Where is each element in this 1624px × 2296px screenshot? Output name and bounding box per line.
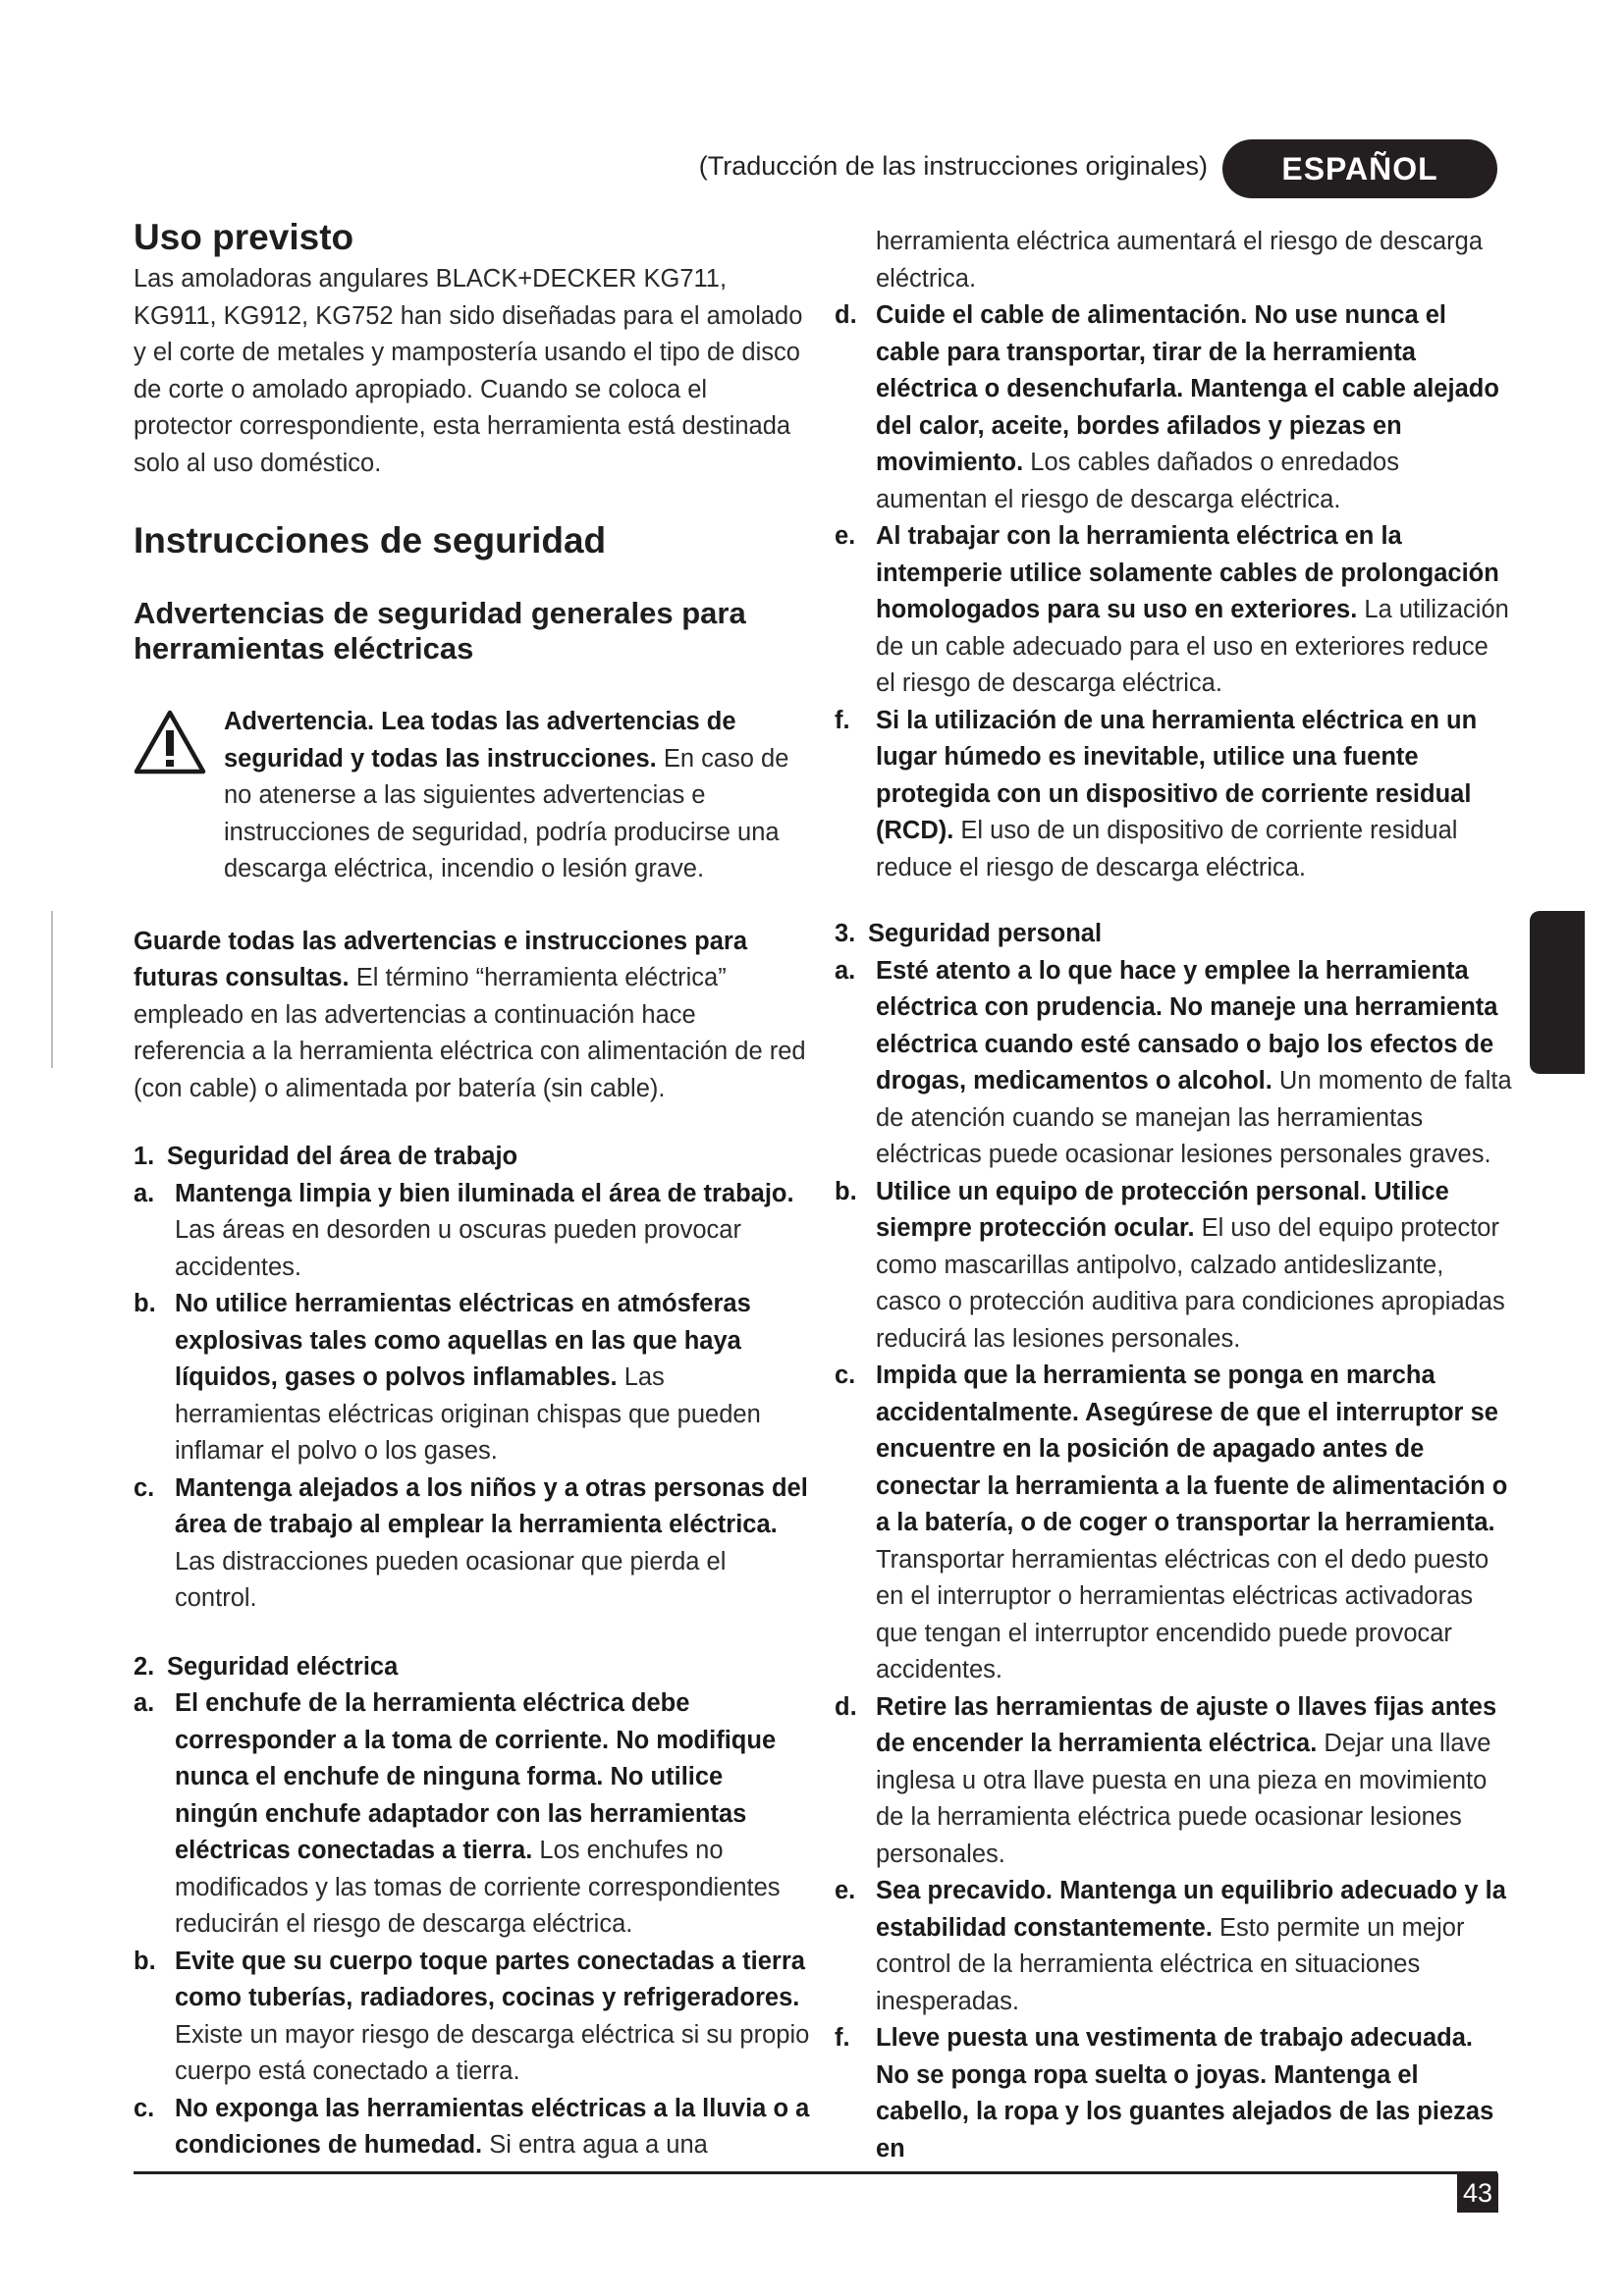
- item-3a: [835, 953, 1512, 1174]
- item-3c: [835, 1358, 1512, 1689]
- item-2f-letter: f.: [835, 706, 850, 734]
- item-1c-letter: c.: [134, 1473, 155, 1502]
- item-1c: [134, 1470, 811, 1618]
- item-2b: [134, 1944, 811, 2091]
- footer-rule: [134, 2171, 1497, 2174]
- item-2c-letter: c.: [134, 2094, 155, 2122]
- item-2d: [835, 297, 1512, 518]
- margin-mark: [51, 911, 53, 1068]
- item-3c-bold: Impida que la herramienta se ponga en marcha accidentalmente. Asegúrese de que el interruptor se encuentre en la posición de apagado antes de conectar la herramienta a la fuente de alimentación o a la batería, o de coger o transportar la herramienta.: [876, 1362, 1508, 1536]
- item-2d-letter: d.: [835, 301, 857, 329]
- uso-previsto-text: Las amoladoras angulares BLACK+DECKER KG711, KG911, KG912, KG752 han sido diseñadas para el amolado y el corte de metales y mampostería usando el tipo de disco de corte o amolado apropiado. Cuando se coloca el protector correspondiente, esta herramienta está destinada solo al uso doméstico.: [134, 265, 803, 477]
- item-3d: [835, 1689, 1512, 1874]
- item-3e: [835, 1873, 1512, 2020]
- item-2e: [835, 518, 1512, 703]
- guarde-paragraph: [134, 924, 811, 1108]
- item-3b-bold: Utilice un equipo de protección personal. Utilice siempre protección ocular.: [876, 1177, 1449, 1242]
- warning-block: [134, 704, 811, 888]
- section-1-number: 1.: [134, 1143, 155, 1170]
- language-badge: ESPAÑOL: [1222, 139, 1497, 198]
- item-1b-bold: No utilice herramientas eléctricas en atmósferas explosivas tales como aquellas en las que haya líquidos, gases o polvos inflamables.: [175, 1290, 751, 1391]
- right-column: [835, 224, 1512, 2167]
- safety-heading: Instrucciones de seguridad: [134, 520, 607, 561]
- item-1a-letter: a.: [134, 1179, 155, 1207]
- item-2e-bold: Al trabajar con la herramienta eléctrica en la intemperie utilice solamente cables de prolongación homologados para su uso en exteriores.: [876, 522, 1499, 623]
- uso-previsto-heading: Uso previsto: [134, 217, 354, 257]
- item-2d-bold: Cuide el cable de alimentación. No use nunca el cable para transportar, tirar de la herramienta eléctrica o desenchufarla. Mantenga el cable alejado del calor, aceite, bordes afilados y piezas en movimiento.: [876, 301, 1499, 476]
- section-3-number: 3.: [835, 920, 856, 947]
- item-3a-text: Un momento de falta de atención cuando se manejan las herramientas eléctricas puede ocasionar lesiones personales graves.: [876, 1067, 1512, 1168]
- translation-note: (Traducción de las instrucciones originales): [698, 151, 1208, 181]
- item-2c-continuation: herramienta eléctrica aumentará el riesgo de descarga eléctrica.: [876, 228, 1484, 293]
- item-1a-text: Las áreas en desorden u oscuras pueden provocar accidentes.: [175, 1216, 741, 1281]
- item-3d-letter: d.: [835, 1692, 857, 1721]
- item-3d-bold: Retire las herramientas de ajuste o llaves fijas antes de encender la herramienta eléctrica.: [876, 1692, 1497, 1757]
- section-2-number: 2.: [134, 1652, 155, 1681]
- item-2d-text: Los cables dañados o enredados aumentan el riesgo de descarga eléctrica.: [876, 449, 1399, 513]
- item-1c-bold: Mantenga alejados a los niños y a otras personas del área de trabajo al emplear la herramienta eléctrica.: [175, 1473, 808, 1538]
- item-2b-bold: Evite que su cuerpo toque partes conectadas a tierra como tuberías, radiadores, cocinas y refrigeradores.: [175, 1947, 805, 2011]
- section-3-label: Seguridad personal: [868, 920, 1103, 947]
- section-2-label: Seguridad eléctrica: [167, 1652, 399, 1681]
- item-2a-bold: El enchufe de la herramienta eléctrica debe corresponder a la toma de corriente. No modifique nunca el enchufe de ninguna forma. No utilice ningún enchufe adaptador con las herramientas eléctricas conectadas a tierra.: [175, 1689, 777, 1864]
- warning-triangle-icon: [134, 710, 206, 774]
- item-3c-text: Transportar herramientas eléctricas con el dedo puesto en el interruptor o herramientas eléctricas activadoras que tengan el interruptor encendido puede provocar accidentes.: [876, 1545, 1489, 1683]
- item-3e-bold: Sea precavido. Mantenga un equilibrio adecuado y la estabilidad constantemente.: [876, 1877, 1506, 1942]
- left-column: [134, 216, 811, 2164]
- page-number: 43: [1457, 2173, 1498, 2213]
- item-1a: [134, 1176, 811, 1287]
- item-3b-letter: b.: [835, 1177, 857, 1205]
- item-2b-text: Existe un mayor riesgo de descarga eléctrica si su propio cuerpo está conectado a tierra.: [175, 2020, 810, 2085]
- item-1c-text: Las distracciones pueden ocasionar que pierda el control.: [175, 1547, 727, 1612]
- item-2a-letter: a.: [134, 1689, 155, 1717]
- warning-body: En caso de no atenerse a las siguientes advertencias e instrucciones de seguridad, podría producirse una descarga eléctrica, incendio o lesión grave.: [224, 744, 789, 882]
- warning-bold: Advertencia. Lea todas las advertencias de seguridad y todas las instrucciones.: [224, 708, 736, 773]
- item-2f-bold: Si la utilización de una herramienta eléctrica en un lugar húmedo es inevitable, utilice una fuente protegida con un dispositivo de corriente residual (RCD).: [876, 706, 1478, 844]
- item-1b: [134, 1286, 811, 1470]
- item-1b-letter: b.: [134, 1290, 156, 1317]
- item-2e-letter: e.: [835, 522, 856, 550]
- item-2a-text: Los enchufes no modificados y las tomas de corriente correspondientes reducirán el riesgo de descarga eléctrica.: [175, 1837, 781, 1938]
- item-2c: [134, 2091, 811, 2164]
- item-2c-bold: No exponga las herramientas eléctricas a la lluvia o a condiciones de humedad.: [175, 2094, 810, 2159]
- item-3d-text: Dejar una llave inglesa u otra llave puesta en una pieza en movimiento de la herramienta eléctrica puede ocasionar lesiones personales.: [876, 1730, 1491, 1868]
- item-3c-letter: c.: [835, 1362, 856, 1389]
- section-3-title: [835, 916, 1512, 953]
- item-3a-letter: a.: [835, 956, 856, 985]
- item-3b-text: El uso del equipo protector como mascarillas antipolvo, calzado antideslizante, casco o protección auditiva para condiciones apropiadas reducirá las lesiones personales.: [876, 1214, 1505, 1353]
- item-2f: [835, 703, 1512, 887]
- item-2b-letter: b.: [134, 1947, 156, 1975]
- item-3f: [835, 2020, 1512, 2167]
- item-1b-text: Las herramientas eléctricas originan chispas que pueden inflamar el polvo o los gases.: [175, 1363, 761, 1465]
- item-3f-bold: Lleve puesta una vestimenta de trabajo adecuada. No se ponga ropa suelta o joyas. Mantenga el cabello, la ropa y los guantes alejados de las piezas en: [876, 2024, 1494, 2163]
- item-3a-bold: Esté atento a lo que hace y emplee la herramienta eléctrica con prudencia. No maneje una herramienta eléctrica cuando esté cansado o bajo los efectos de drogas, medicamentos o alcohol.: [876, 956, 1498, 1095]
- guarde-body: El término “herramienta eléctrica” empleado en las advertencias a continuación hace referencia a la herramienta eléctrica con alimentación de red (con cable) o alimentada por batería (sin cable).: [134, 964, 806, 1102]
- item-2f-text: El uso de un dispositivo de corriente residual reduce el riesgo de descarga eléctrica.: [876, 817, 1458, 881]
- section-tab: [1530, 911, 1585, 1074]
- item-2c-text: Si entra agua a una: [482, 2131, 708, 2159]
- guarde-bold: Guarde todas las advertencias e instrucciones para futuras consultas.: [134, 927, 748, 991]
- item-3f-letter: f.: [835, 2024, 850, 2052]
- item-3e-letter: e.: [835, 1877, 856, 1904]
- general-warnings-heading: Advertencias de seguridad generales para herramientas eléctricas: [134, 596, 746, 666]
- item-1a-bold: Mantenga limpia y bien iluminada el área de trabajo.: [175, 1179, 794, 1207]
- warning-text: [224, 704, 811, 888]
- item-2e-text: La utilización de un cable adecuado para el uso en exteriores reduce el riesgo de descarga eléctrica.: [876, 596, 1509, 697]
- item-3e-text: Esto permite un mejor control de la herramienta eléctrica en situaciones inesperadas.: [876, 1913, 1465, 2015]
- item-2a: [134, 1685, 811, 1944]
- item-3b: [835, 1174, 1512, 1359]
- section-1-label: Seguridad del área de trabajo: [167, 1143, 518, 1170]
- section-1-title: [134, 1139, 811, 1176]
- section-2-title: [134, 1649, 811, 1686]
